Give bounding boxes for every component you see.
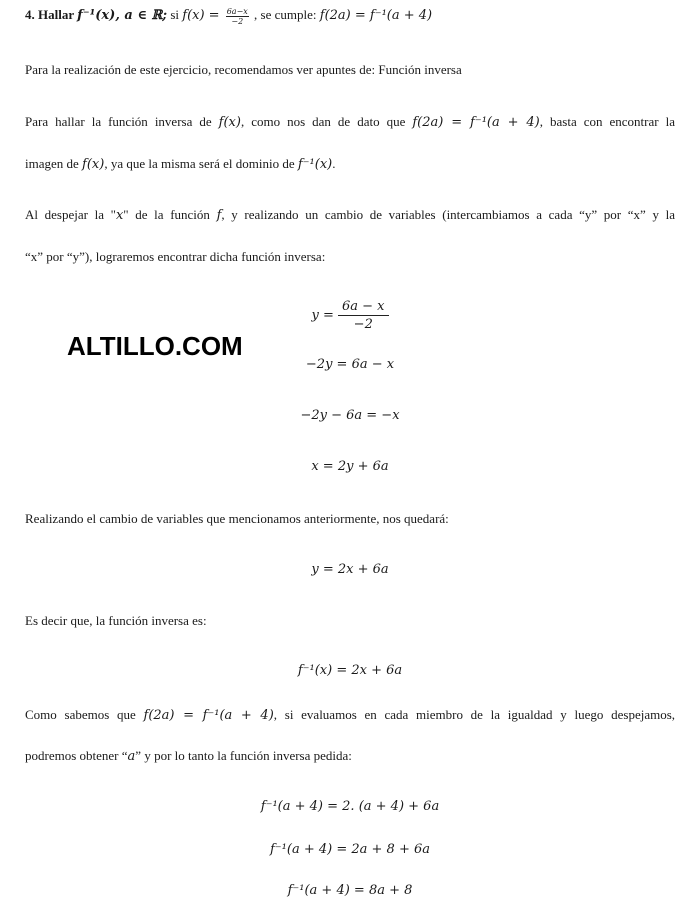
exercise-title (25, 6, 675, 26)
text-span: , basta con encontrar la (539, 114, 675, 129)
title-cond: , a ∈ ℝ; (115, 8, 168, 23)
paragraph-2-line-2 (25, 155, 675, 174)
watermark-logo: ALTILLO.COM (67, 331, 243, 361)
title-prefix: 4. Hallar (25, 7, 78, 22)
equation-3: −2y − 6a = −x (300, 408, 400, 423)
text-span: . (332, 156, 336, 171)
text-span: Al despejar la " (25, 207, 116, 222)
text-span: , si evaluamos en cada miembro de la igualdad y luego despejamos, (273, 707, 676, 722)
paragraph-4: Realizando el cambio de variables que mencionamos anteriormente, nos quedará: (25, 511, 449, 526)
equation-6: f⁻¹(x) = 2x + 6a (297, 663, 403, 678)
title-cumple: , se cumple: (250, 7, 320, 22)
text-span: , y realizando un cambio de variables (intercambiamos a cada “y” por “x” y la (221, 207, 676, 222)
eq1-lhs: y = (311, 308, 338, 323)
equation-5: y = 2x + 6a (311, 562, 389, 577)
math-span: a (127, 749, 136, 764)
title-equation: f(2a) = f⁻¹(a + 4) (319, 8, 433, 23)
math-span: f(2a) = f⁻¹(a + 4) (143, 708, 274, 723)
equation-1 (0, 298, 700, 333)
text-span: Para hallar la función inversa de (25, 114, 219, 129)
math-span: f⁻¹(x) (297, 157, 333, 172)
title-fx: f(x) = (182, 8, 224, 23)
eq1-num: 6a − x (338, 298, 389, 316)
title-fraction (226, 7, 249, 26)
title-frac-den: −2 (231, 16, 244, 26)
paragraph-3-line-2: “x” por “y”), lograremos encontrar dicha función inversa: (25, 249, 326, 264)
paragraph-5: Es decir que, la función inversa es: (25, 613, 207, 628)
title-si: si (167, 7, 183, 22)
equation-8: f⁻¹(a + 4) = 2a + 8 + 6a (270, 842, 430, 857)
math-span: f(x) (218, 115, 241, 130)
text-span: imagen de (25, 156, 83, 171)
paragraph-intro: Para la realización de este ejercicio, recomendamos ver apuntes de: Función inversa (25, 62, 462, 77)
title-frac-num: 6a−x (226, 6, 248, 16)
text-span: Como sabemos que (25, 707, 144, 722)
paragraph-2-line-1 (25, 113, 675, 132)
paragraph-6-line-1 (25, 706, 675, 725)
paragraph-6-line-2 (25, 747, 675, 766)
text-span: " de la función (123, 207, 217, 222)
text-span: ” y por lo tanto la función inversa pedida: (135, 748, 352, 763)
math-span: x (115, 208, 124, 223)
equation-2: −2y = 6a − x (305, 357, 395, 372)
equation-7: f⁻¹(a + 4) = 2. (a + 4) + 6a (260, 799, 440, 814)
eq1-den: −2 (353, 317, 373, 332)
eq1-fraction (338, 298, 389, 333)
title-finv: f⁻¹(x) (77, 8, 116, 23)
math-span: f (216, 208, 222, 223)
paragraph-3-line-1 (25, 206, 675, 225)
text-span: podremos obtener “ (25, 748, 128, 763)
math-span: f(2a) = f⁻¹(a + 4) (412, 115, 540, 130)
math-span: f(x) (82, 157, 105, 172)
text-span: , como nos dan de dato que (240, 114, 413, 129)
text-span: , ya que la misma será el dominio de (104, 156, 298, 171)
equation-9: f⁻¹(a + 4) = 8a + 8 (287, 883, 413, 898)
equation-4: x = 2y + 6a (311, 459, 389, 474)
